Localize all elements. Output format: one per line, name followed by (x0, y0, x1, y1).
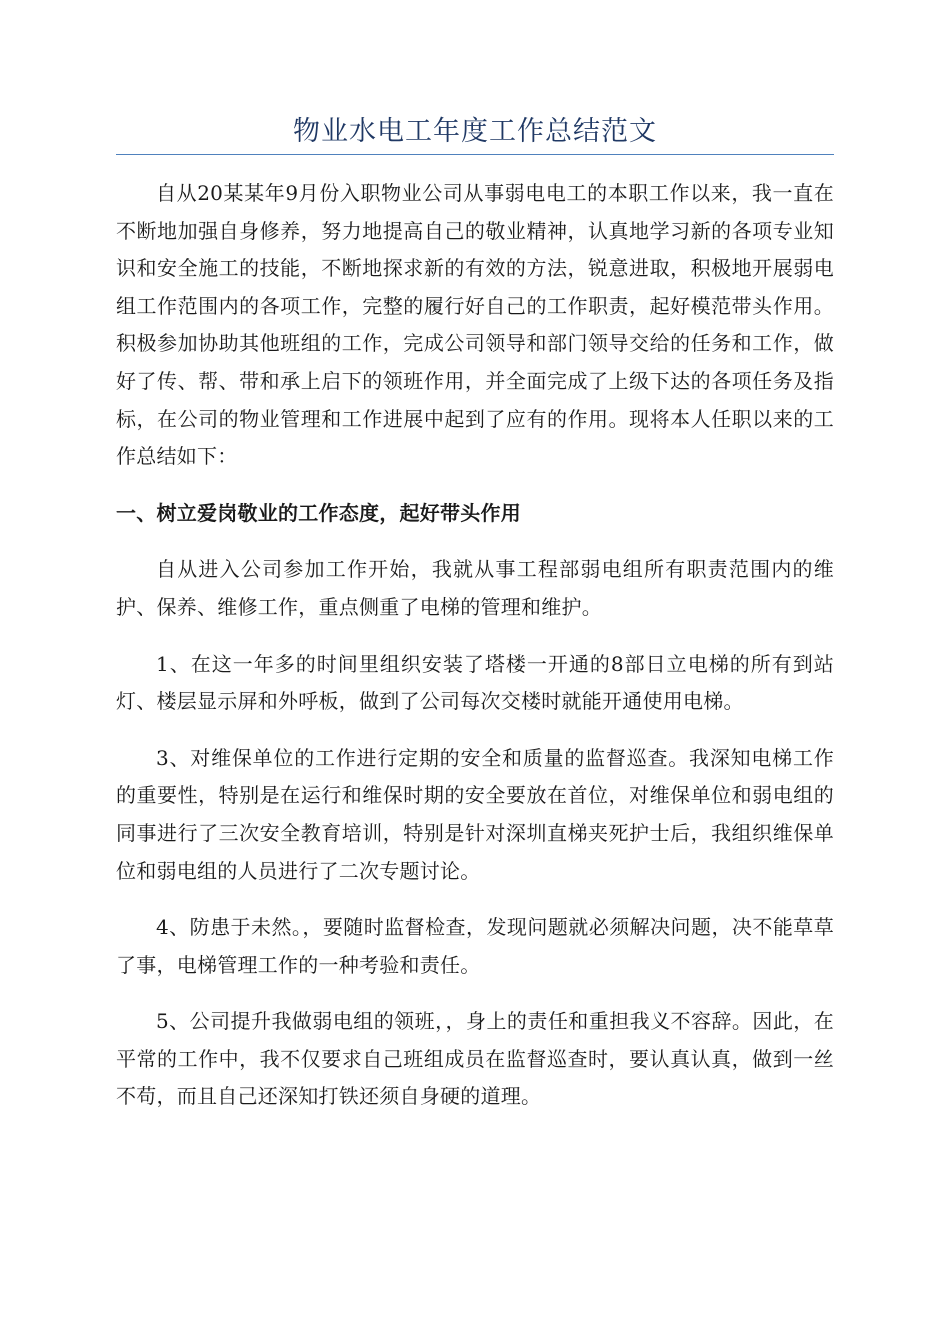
section-1-intro-paragraph: 自从进入公司参加工作开始，我就从事工程部弱电组所有职责范围内的维护、保养、维修工作，重点侧重了电梯的管理和维护。 (116, 557, 834, 619)
title-underline (116, 154, 834, 155)
list-item-1: 1、在这一年多的时间里组织安装了塔楼一开通的8部日立电梯的所有到站灯、楼层显示屏和外呼板，做到了公司每次交楼时就能开通使用电梯。 (116, 651, 834, 714)
list-item-4: 4、防患于未然。，要随时监督检查，发现问题就必须解决问题，决不能草草了事，电梯管理工作的一种考验和责任。 (116, 915, 834, 977)
intro-paragraph: 自从20某某年9月份入职物业公司从事弱电电工的本职工作以来，我一直在不断地加强自身修养，努力地提高自己的敬业精神，认真地学习新的各项专业知识和安全施工的技能，不断地探求新的有效的方法，锐意进取，积极地开展弱电组工作范围内的各项工作，完整的履行好自己的工作职责，起好模范带头作用。积极参加协助其他班组的工作，完成公司领导和部门领导交给的任务和工作，做好了传、帮、带和承上启下的领班作用，并全面完成了上级下达的各项任务及指标，在公司的物业管理和工作进展中起到了应有的作用。现将本人任职以来的工作总结如下： (116, 181, 834, 469)
section-heading-1: 一、树立爱岗敬业的工作态度，起好带头作用 (116, 500, 521, 525)
document-title: 物业水电工年度工作总结范文 (293, 116, 657, 147)
list-item-3: 3、对维保单位的工作进行定期的安全和质量的监督巡查。我深知电梯工作的重要性，特别是在运行和维保时期的安全要放在首位，对维保单位和弱电组的同事进行了三次安全教育培训，特别是针对深圳直梯夹死护士后，我组织维保单位和弱电组的人员进行了二次专题讨论。 (116, 745, 834, 883)
list-item-5: 5、公司提升我做弱电组的领班，，身上的责任和重担我义不容辞。因此，在平常的工作中，我不仅要求自己班组成员在监督巡查时，要认真认真，做到一丝不苟，而且自己还深知打铁还须自身硬的道理。 (116, 1009, 834, 1109)
document-body (116, 175, 834, 1135)
